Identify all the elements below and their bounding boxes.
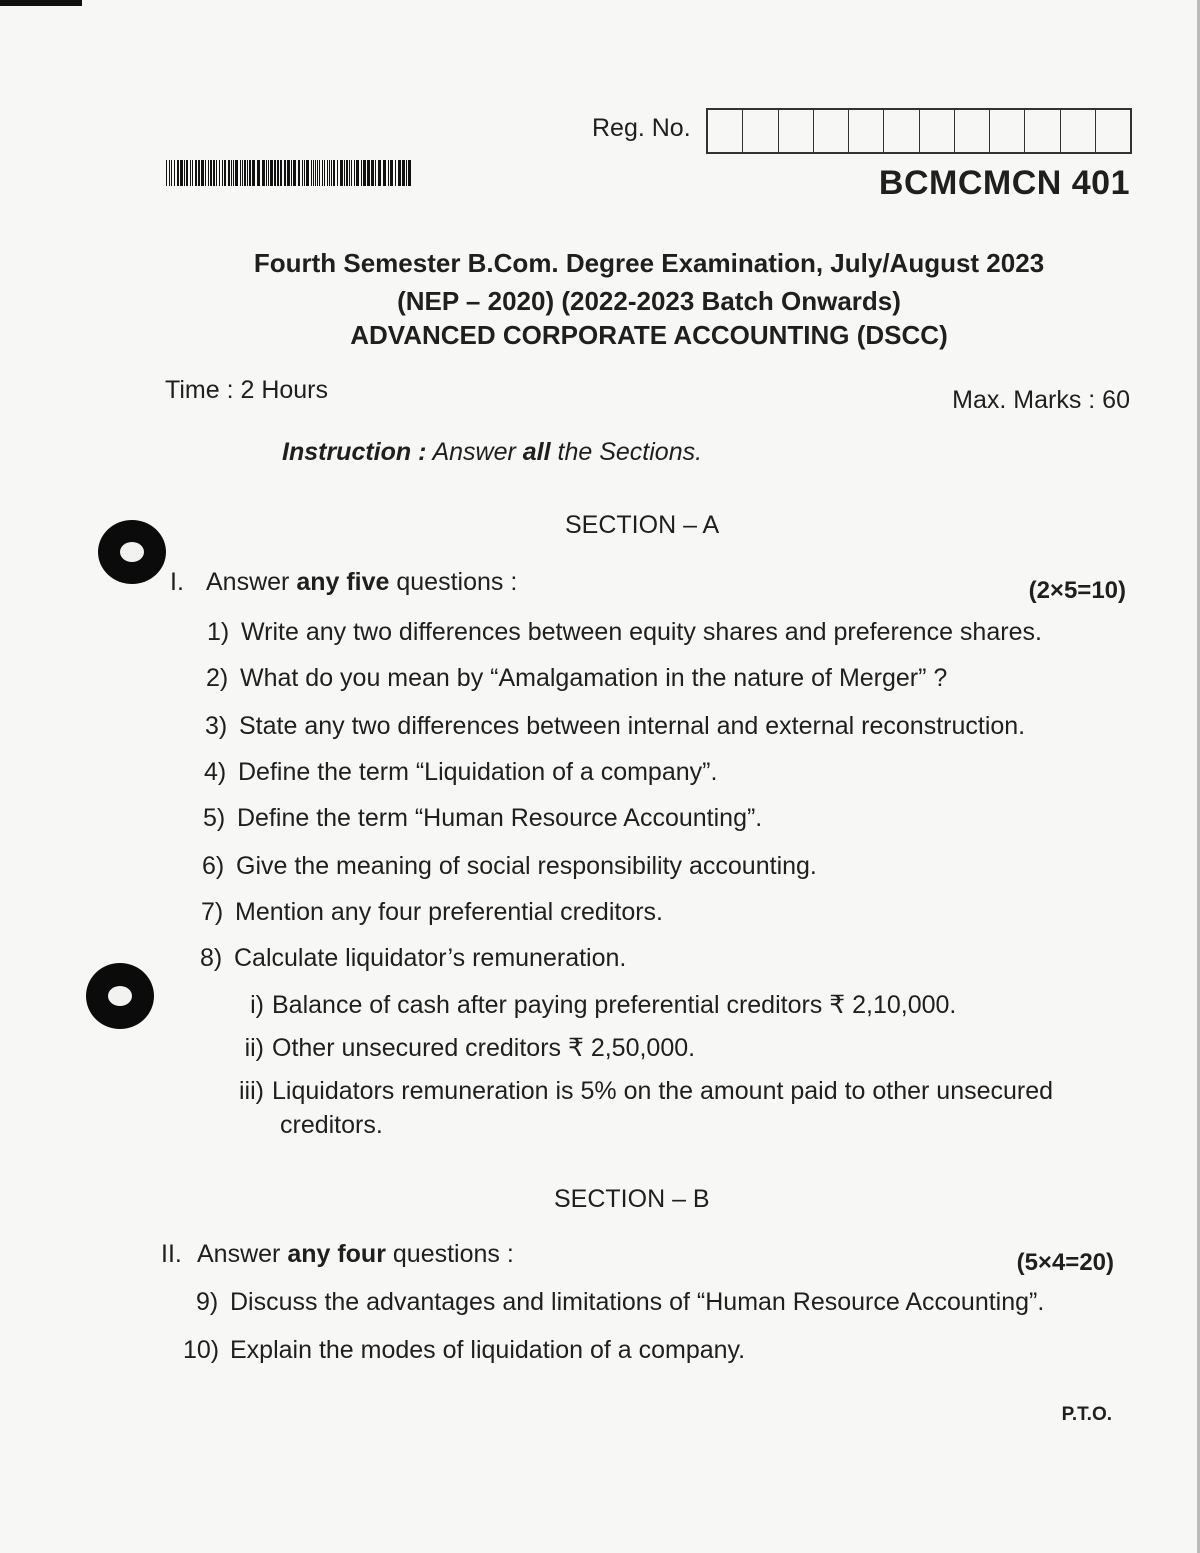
reg-digit-box[interactable] bbox=[990, 110, 1025, 152]
barcode-bar bbox=[192, 160, 193, 186]
punch-hole bbox=[98, 520, 166, 584]
section-b-question bbox=[161, 1240, 514, 1269]
item-text: State any two differences between internal and external reconstruction. bbox=[239, 712, 1026, 740]
barcode-bar bbox=[340, 160, 343, 186]
question-text-before: Answer bbox=[206, 568, 297, 596]
item-number: 3) bbox=[205, 712, 228, 740]
section-a-heading: SECTION – A bbox=[565, 511, 720, 539]
barcode-bar bbox=[304, 160, 305, 186]
barcode-bar bbox=[302, 160, 303, 186]
barcode-bar bbox=[233, 160, 234, 186]
barcode-bar bbox=[287, 160, 290, 186]
barcode-bar bbox=[216, 160, 217, 186]
barcode-bar bbox=[262, 160, 265, 186]
barcode-bar bbox=[249, 160, 251, 186]
subject-title: ADVANCED CORPORATE ACCOUNTING (DSCC) bbox=[350, 320, 948, 350]
barcode-bar bbox=[228, 160, 230, 186]
barcode-bar bbox=[408, 160, 411, 186]
barcode-bar bbox=[367, 160, 370, 186]
barcode-bar bbox=[274, 160, 276, 186]
barcode-bar bbox=[390, 160, 393, 186]
barcode-bar bbox=[252, 160, 255, 186]
barcode-bar bbox=[315, 160, 316, 186]
barcode-bar bbox=[235, 160, 238, 186]
reg-digit-box[interactable] bbox=[920, 110, 955, 152]
barcode-bar bbox=[198, 160, 200, 186]
reg-no-boxes[interactable] bbox=[706, 108, 1132, 154]
barcode-bar bbox=[222, 160, 223, 186]
barcode-bar bbox=[184, 160, 185, 186]
sub-item-text: Other unsecured creditors ₹ 2,50,000. bbox=[272, 1034, 696, 1062]
barcode-bar bbox=[337, 160, 338, 186]
time-allowed: Time : 2 Hours bbox=[165, 376, 329, 404]
question-text-bold: any four bbox=[287, 1240, 386, 1268]
instruction-text-bold: all bbox=[522, 438, 551, 466]
barcode-bar bbox=[311, 160, 312, 186]
barcode-bar bbox=[327, 160, 328, 186]
sub-item-text: Balance of cash after paying preferential creditors ₹ 2,10,000. bbox=[272, 991, 957, 1019]
barcode-bar bbox=[344, 160, 345, 186]
item-number: 1) bbox=[207, 618, 230, 646]
question-number: I. bbox=[170, 568, 184, 596]
item-number: 4) bbox=[204, 758, 227, 786]
section-b-heading: SECTION – B bbox=[554, 1185, 710, 1213]
barcode-bar bbox=[268, 160, 269, 186]
barcode-bar bbox=[224, 160, 226, 186]
barcode-bar bbox=[375, 160, 376, 186]
reg-digit-box[interactable] bbox=[955, 110, 990, 152]
section-b-marks: (5×4=20) bbox=[1016, 1249, 1114, 1276]
barcode-bar bbox=[319, 160, 320, 186]
sub-item-number: iii) bbox=[239, 1077, 264, 1105]
barcode-bar bbox=[247, 160, 248, 186]
barcode-bar bbox=[298, 160, 300, 186]
question-item bbox=[183, 1336, 745, 1365]
instruction-text-before: Answer bbox=[432, 438, 523, 466]
barcode-bar bbox=[306, 160, 309, 186]
question-text-bold: any five bbox=[296, 568, 390, 596]
reg-digit-box[interactable] bbox=[743, 110, 778, 152]
barcode-bar bbox=[329, 160, 330, 186]
barcode-bar bbox=[398, 160, 401, 186]
barcode-bar bbox=[186, 160, 188, 186]
question-item bbox=[204, 758, 717, 787]
paper-code: BCMCMCN 401 bbox=[878, 164, 1130, 202]
barcode-bar bbox=[177, 160, 179, 186]
barcode-bar bbox=[208, 160, 209, 186]
barcode-bar bbox=[324, 160, 325, 186]
punch-hole bbox=[86, 963, 154, 1029]
question-item bbox=[203, 804, 762, 833]
barcode-bar bbox=[351, 160, 352, 186]
section-a-question bbox=[170, 568, 517, 597]
sub-item bbox=[236, 1077, 1053, 1106]
barcode-bar bbox=[280, 160, 282, 186]
barcode-bar bbox=[406, 160, 407, 186]
barcode-bar bbox=[349, 160, 350, 186]
page-turn-over: P.T.O. bbox=[1061, 1404, 1112, 1425]
item-text: Mention any four preferential creditors. bbox=[235, 898, 663, 926]
barcode-bar bbox=[317, 160, 318, 186]
item-number: 9) bbox=[196, 1288, 219, 1316]
reg-digit-box[interactable] bbox=[1096, 110, 1130, 152]
item-number: 6) bbox=[202, 852, 225, 880]
item-text: Write any two differences between equity shares and preference shares. bbox=[241, 618, 1042, 646]
question-item bbox=[205, 712, 1025, 741]
barcode-bar bbox=[270, 160, 273, 186]
barcode-bar bbox=[171, 160, 172, 186]
barcode-bar bbox=[371, 160, 374, 186]
item-text: Discuss the advantages and limitations of “Human Resource Accounting”. bbox=[230, 1288, 1045, 1316]
reg-digit-box[interactable] bbox=[1061, 110, 1096, 152]
reg-digit-box[interactable] bbox=[814, 110, 849, 152]
barcode-bar bbox=[210, 160, 212, 186]
sub-item-number: i) bbox=[250, 991, 264, 1019]
instruction bbox=[282, 438, 702, 467]
item-text: Define the term “Human Resource Accounting”. bbox=[237, 804, 763, 832]
barcode-bar bbox=[219, 160, 220, 186]
item-text: Give the meaning of social responsibility accounting. bbox=[236, 852, 817, 880]
barcode bbox=[166, 160, 414, 186]
exam-title: Fourth Semester B.Com. Degree Examination, July/August 2023 bbox=[253, 248, 1045, 278]
item-text: What do you mean by “Amalgamation in the nature of Merger” ? bbox=[240, 664, 948, 692]
section-a-marks: (2×5=10) bbox=[1028, 577, 1126, 604]
question-item bbox=[202, 852, 817, 881]
instruction-label: Instruction : bbox=[282, 438, 427, 466]
item-number: 8) bbox=[200, 944, 223, 972]
barcode-bar bbox=[333, 160, 335, 186]
barcode-bar bbox=[174, 160, 175, 186]
item-number: 5) bbox=[203, 804, 226, 832]
reg-digit-box[interactable] bbox=[779, 110, 814, 152]
barcode-bar bbox=[266, 160, 267, 186]
barcode-bar bbox=[402, 160, 405, 186]
barcode-bar bbox=[313, 160, 314, 186]
barcode-bar bbox=[166, 160, 167, 186]
barcode-bar bbox=[322, 160, 323, 186]
barcode-bar bbox=[361, 160, 362, 186]
question-item bbox=[196, 1288, 1044, 1317]
question-text-before: Answer bbox=[197, 1240, 288, 1268]
barcode-bar bbox=[331, 160, 332, 186]
barcode-bar bbox=[395, 160, 396, 186]
sub-item bbox=[236, 1033, 695, 1063]
item-number: 10) bbox=[183, 1336, 220, 1364]
barcode-bar bbox=[293, 160, 296, 186]
question-text-after: questions : bbox=[385, 1240, 514, 1268]
barcode-bar bbox=[284, 160, 286, 186]
sub-item-continuation: creditors. bbox=[280, 1111, 383, 1139]
reg-digit-box[interactable] bbox=[884, 110, 919, 152]
barcode-bar bbox=[242, 160, 243, 186]
question-item bbox=[207, 618, 1042, 647]
barcode-bar bbox=[257, 160, 260, 186]
barcode-bar bbox=[378, 160, 381, 186]
sub-item-number: ii) bbox=[244, 1034, 264, 1062]
barcode-bar bbox=[195, 160, 197, 186]
reg-digit-box[interactable] bbox=[849, 110, 884, 152]
max-marks: Max. Marks : 60 bbox=[952, 386, 1130, 414]
barcode-bar bbox=[231, 160, 232, 186]
barcode-bar bbox=[213, 160, 215, 186]
question-number: II. bbox=[161, 1240, 182, 1268]
question-item bbox=[206, 664, 947, 693]
sub-item bbox=[236, 990, 956, 1020]
sub-item-text: Liquidators remuneration is 5% on the amount paid to other unsecured bbox=[272, 1077, 1054, 1105]
barcode-bar bbox=[363, 160, 366, 186]
barcode-bar bbox=[291, 160, 292, 186]
reg-no-label: Reg. No. bbox=[592, 114, 691, 142]
reg-digit-box[interactable] bbox=[1025, 110, 1060, 152]
barcode-bar bbox=[346, 160, 348, 186]
barcode-bar bbox=[356, 160, 359, 186]
item-number: 7) bbox=[201, 898, 224, 926]
barcode-bar bbox=[240, 160, 241, 186]
barcode-bar bbox=[190, 160, 191, 186]
barcode-bar bbox=[354, 160, 355, 186]
barcode-bar bbox=[383, 160, 386, 186]
item-text: Calculate liquidator’s remuneration. bbox=[234, 944, 627, 972]
barcode-bar bbox=[205, 160, 206, 186]
exam-scheme: (NEP – 2020) (2022-2023 Batch Onwards) bbox=[397, 286, 901, 316]
scan-edge bbox=[0, 0, 82, 6]
question-text-after: questions : bbox=[389, 568, 518, 596]
barcode-bar bbox=[201, 160, 204, 186]
instruction-text-after: the Sections. bbox=[550, 438, 703, 466]
barcode-bar bbox=[180, 160, 183, 186]
barcode-bar bbox=[277, 160, 279, 186]
item-text: Explain the modes of liquidation of a company. bbox=[230, 1336, 746, 1364]
barcode-bar bbox=[388, 160, 389, 186]
question-item bbox=[201, 898, 663, 927]
barcode-bar bbox=[244, 160, 246, 186]
reg-digit-box[interactable] bbox=[708, 110, 743, 152]
barcode-bar bbox=[169, 160, 170, 186]
item-number: 2) bbox=[206, 664, 229, 692]
question-item bbox=[200, 944, 626, 973]
item-text: Define the term “Liquidation of a company”. bbox=[238, 758, 718, 786]
